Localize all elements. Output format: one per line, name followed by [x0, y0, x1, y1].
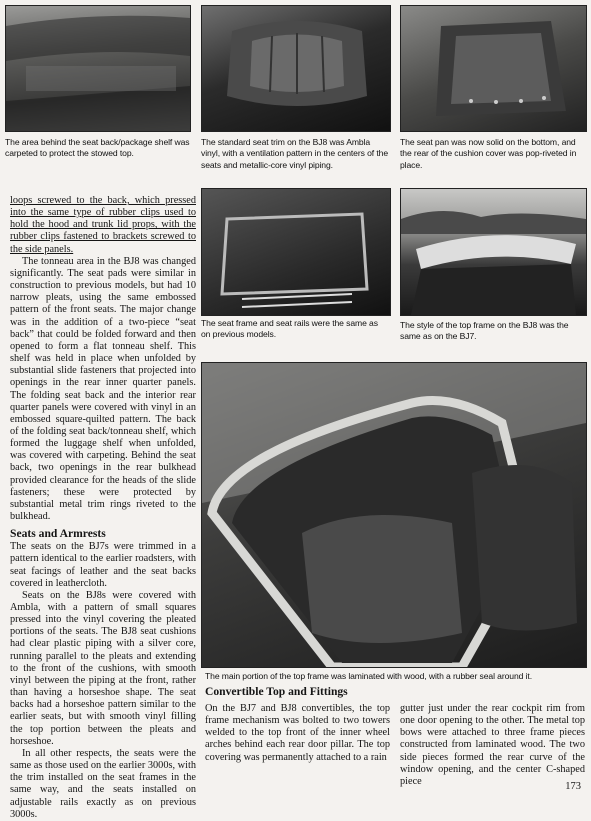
paragraph-top-bows: gutter just under the rear cockpit rim from one door opening to the other. The metal top bows were attached to three frame pieces constructed from laminated wood. The two side pieces formed the rear curve of the window opening, and the center C-shaped piece: [400, 703, 585, 787]
paragraph-tonneau-area: The tonneau area in the BJ8 was changed significantly. The seat pads were similar in construction to previous models, but had 10 narrow pleats, using the same embossed pattern of the front seats. The major change was in the addition of a two-piece “seat back” that could be folded forward and then opened to form a flat tonneau shelf. This shelf was held in place when unfolded by substantial slide fasteners that projected into openings in the rear inner quarter panels. The folding seat back and the interior rear quarter panels were covered with vinyl in an embossed square-quilted pattern. The back of the folding seat back/tonneau shelf, which formed the luggage shelf when unfolded, was covered with carpeting. Behind the seat back, two openings in the rear bulkhead provided clearance for the heads of the slide fasteners; these were protected by substantial metal trim rings riveted to the bulkhead.: [10, 255, 196, 523]
heading-convertible-top: Convertible Top and Fittings: [205, 685, 348, 698]
photo-laminated-top-frame: [201, 362, 587, 668]
caption-top-left: The area behind the seat back/package shelf was carpeted to protect the stowed top.: [5, 137, 190, 159]
caption-top-middle: The standard seat trim on the BJ8 was Ambla vinyl, with a ventilation pattern in the centers of the seats and metallic-core vinyl piping.: [201, 137, 389, 170]
paragraph-bj7-seats: The seats on the BJ7s were trimmed in a pattern identical to the earlier roadsters, with seat facings of leather and the seat backs covered in leathercloth.: [10, 541, 196, 589]
caption-mid-right: The style of the top frame on the BJ8 was the same as on the BJ7.: [400, 320, 569, 342]
paragraph-tonneau-loops: loops screwed to the back, which pressed into the same type of rubber clips used to hold the hood and trunk lid props, with the rubber clips fastened to brackets screwed to the side panels.: [10, 195, 196, 255]
page-number: 173: [565, 781, 581, 792]
bottom-text-columns: [205, 703, 585, 788]
photo-carpeted-package-shelf: [5, 5, 191, 132]
heading-seats-armrests: Seats and Armrests: [10, 527, 106, 541]
caption-large: The main portion of the top frame was laminated with wood, with a rubber seal around it.: [205, 671, 533, 681]
paragraph-top-mechanism: On the BJ7 and BJ8 convertibles, the top frame mechanism was bolted to two towers welded to the top front of the inner wheel arches behind each rear door pillar. The top covering was permanently attached to a rain: [205, 703, 390, 763]
photo-seat-frame-rails: [201, 188, 391, 316]
left-text-column: [10, 195, 196, 821]
paragraph-bj8-seats: Seats on the BJ8s were covered with Ambla, with a pattern of small squares pressed into the vinyl covering the pleated portions of the seats. The BJ8 seat cushions had clear plastic piping with a silver core, running parallel to the pleats and extending to the front of the cushions, with smooth vinyl between the piping at the front, rather than having a horseshoe shape. The seat backs had a horseshoe pattern similar to the earlier seats, but with smooth vinyl filling the top portion between the pleats and horseshoe.: [10, 589, 196, 747]
caption-top-right: The seat pan was now solid on the bottom, and the rear of the cushion cover was pop-riveted in place.: [400, 137, 577, 170]
paragraph-other-respects: In all other respects, the seats were the same as those used on the earlier 3000s, with the trim installed on the seat frames in the same way, and the seats installed on adjustable rails exactly as on previous 3000s.: [10, 747, 196, 820]
photo-seat-pan: [400, 5, 587, 132]
photo-ambla-seat-trim: [201, 5, 391, 132]
caption-mid-left: The seat frame and seat rails were the same as on previous models.: [201, 318, 378, 340]
photo-top-frame-bj8: [400, 188, 587, 316]
